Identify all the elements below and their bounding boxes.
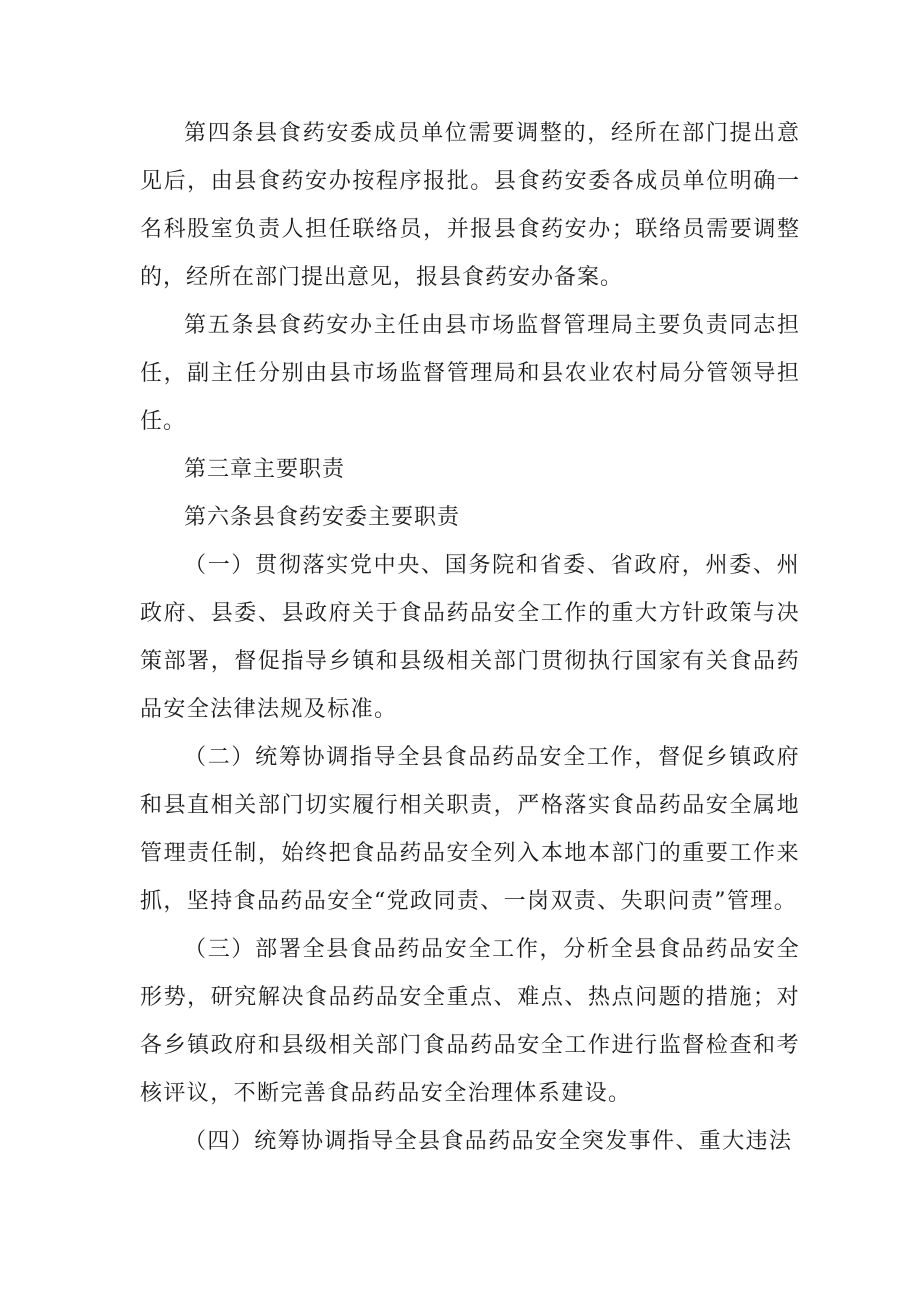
duty-item-3: （三）部署全县食品药品安全工作，分析全县食品药品安全形势，研究解决食品药品安全重点、难点、热点问题的措施；对各乡镇政府和县级相关部门食品药品安全工作进行监督检查和考核评议，不断完善食品药品安全治理体系建设。 bbox=[140, 937, 800, 1106]
duty-item-2: （二）统筹协调指导全县食品药品安全工作，督促乡镇政府和县直相关部门切实履行相关职责，严格落实食品药品安全属地管理责任制，始终把食品药品安全列入本地本部门的重要工作来抓，坚持食品药品安全“党政同责、一岗双责、失职问责”管理。 bbox=[140, 745, 800, 914]
article-4-paragraph: 第四条县食药安委成员单位需要调整的，经所在部门提出意见后，由县食药安办按程序报批。县食药安委各成员单位明确一名科股室负责人担任联络员，并报县食药安办；联络员需要调整的，经所在部门提出意见，报县食药安办备案。 bbox=[140, 121, 800, 290]
duty-item-1: （一）贯彻落实党中央、国务院和省委、省政府，州委、州政府、县委、县政府关于食品药品安全工作的重大方针政策与决策部署，督促指导乡镇和县级相关部门贯彻执行国家有关食品药品安全法律法规及标准。 bbox=[140, 553, 800, 722]
chapter-3-heading: 第三章主要职责 bbox=[184, 457, 346, 482]
duty-item-4: （四）统筹协调指导全县食品药品安全突发事件、重大违法 bbox=[184, 1129, 793, 1154]
article-5-paragraph: 第五条县食药安办主任由县市场监督管理局主要负责同志担任，副主任分别由县市场监督管理局和县农业农村局分管领导担任。 bbox=[140, 313, 800, 434]
document-body bbox=[140, 110, 800, 1166]
article-6-heading: 第六条县食药安委主要职责 bbox=[184, 505, 461, 530]
